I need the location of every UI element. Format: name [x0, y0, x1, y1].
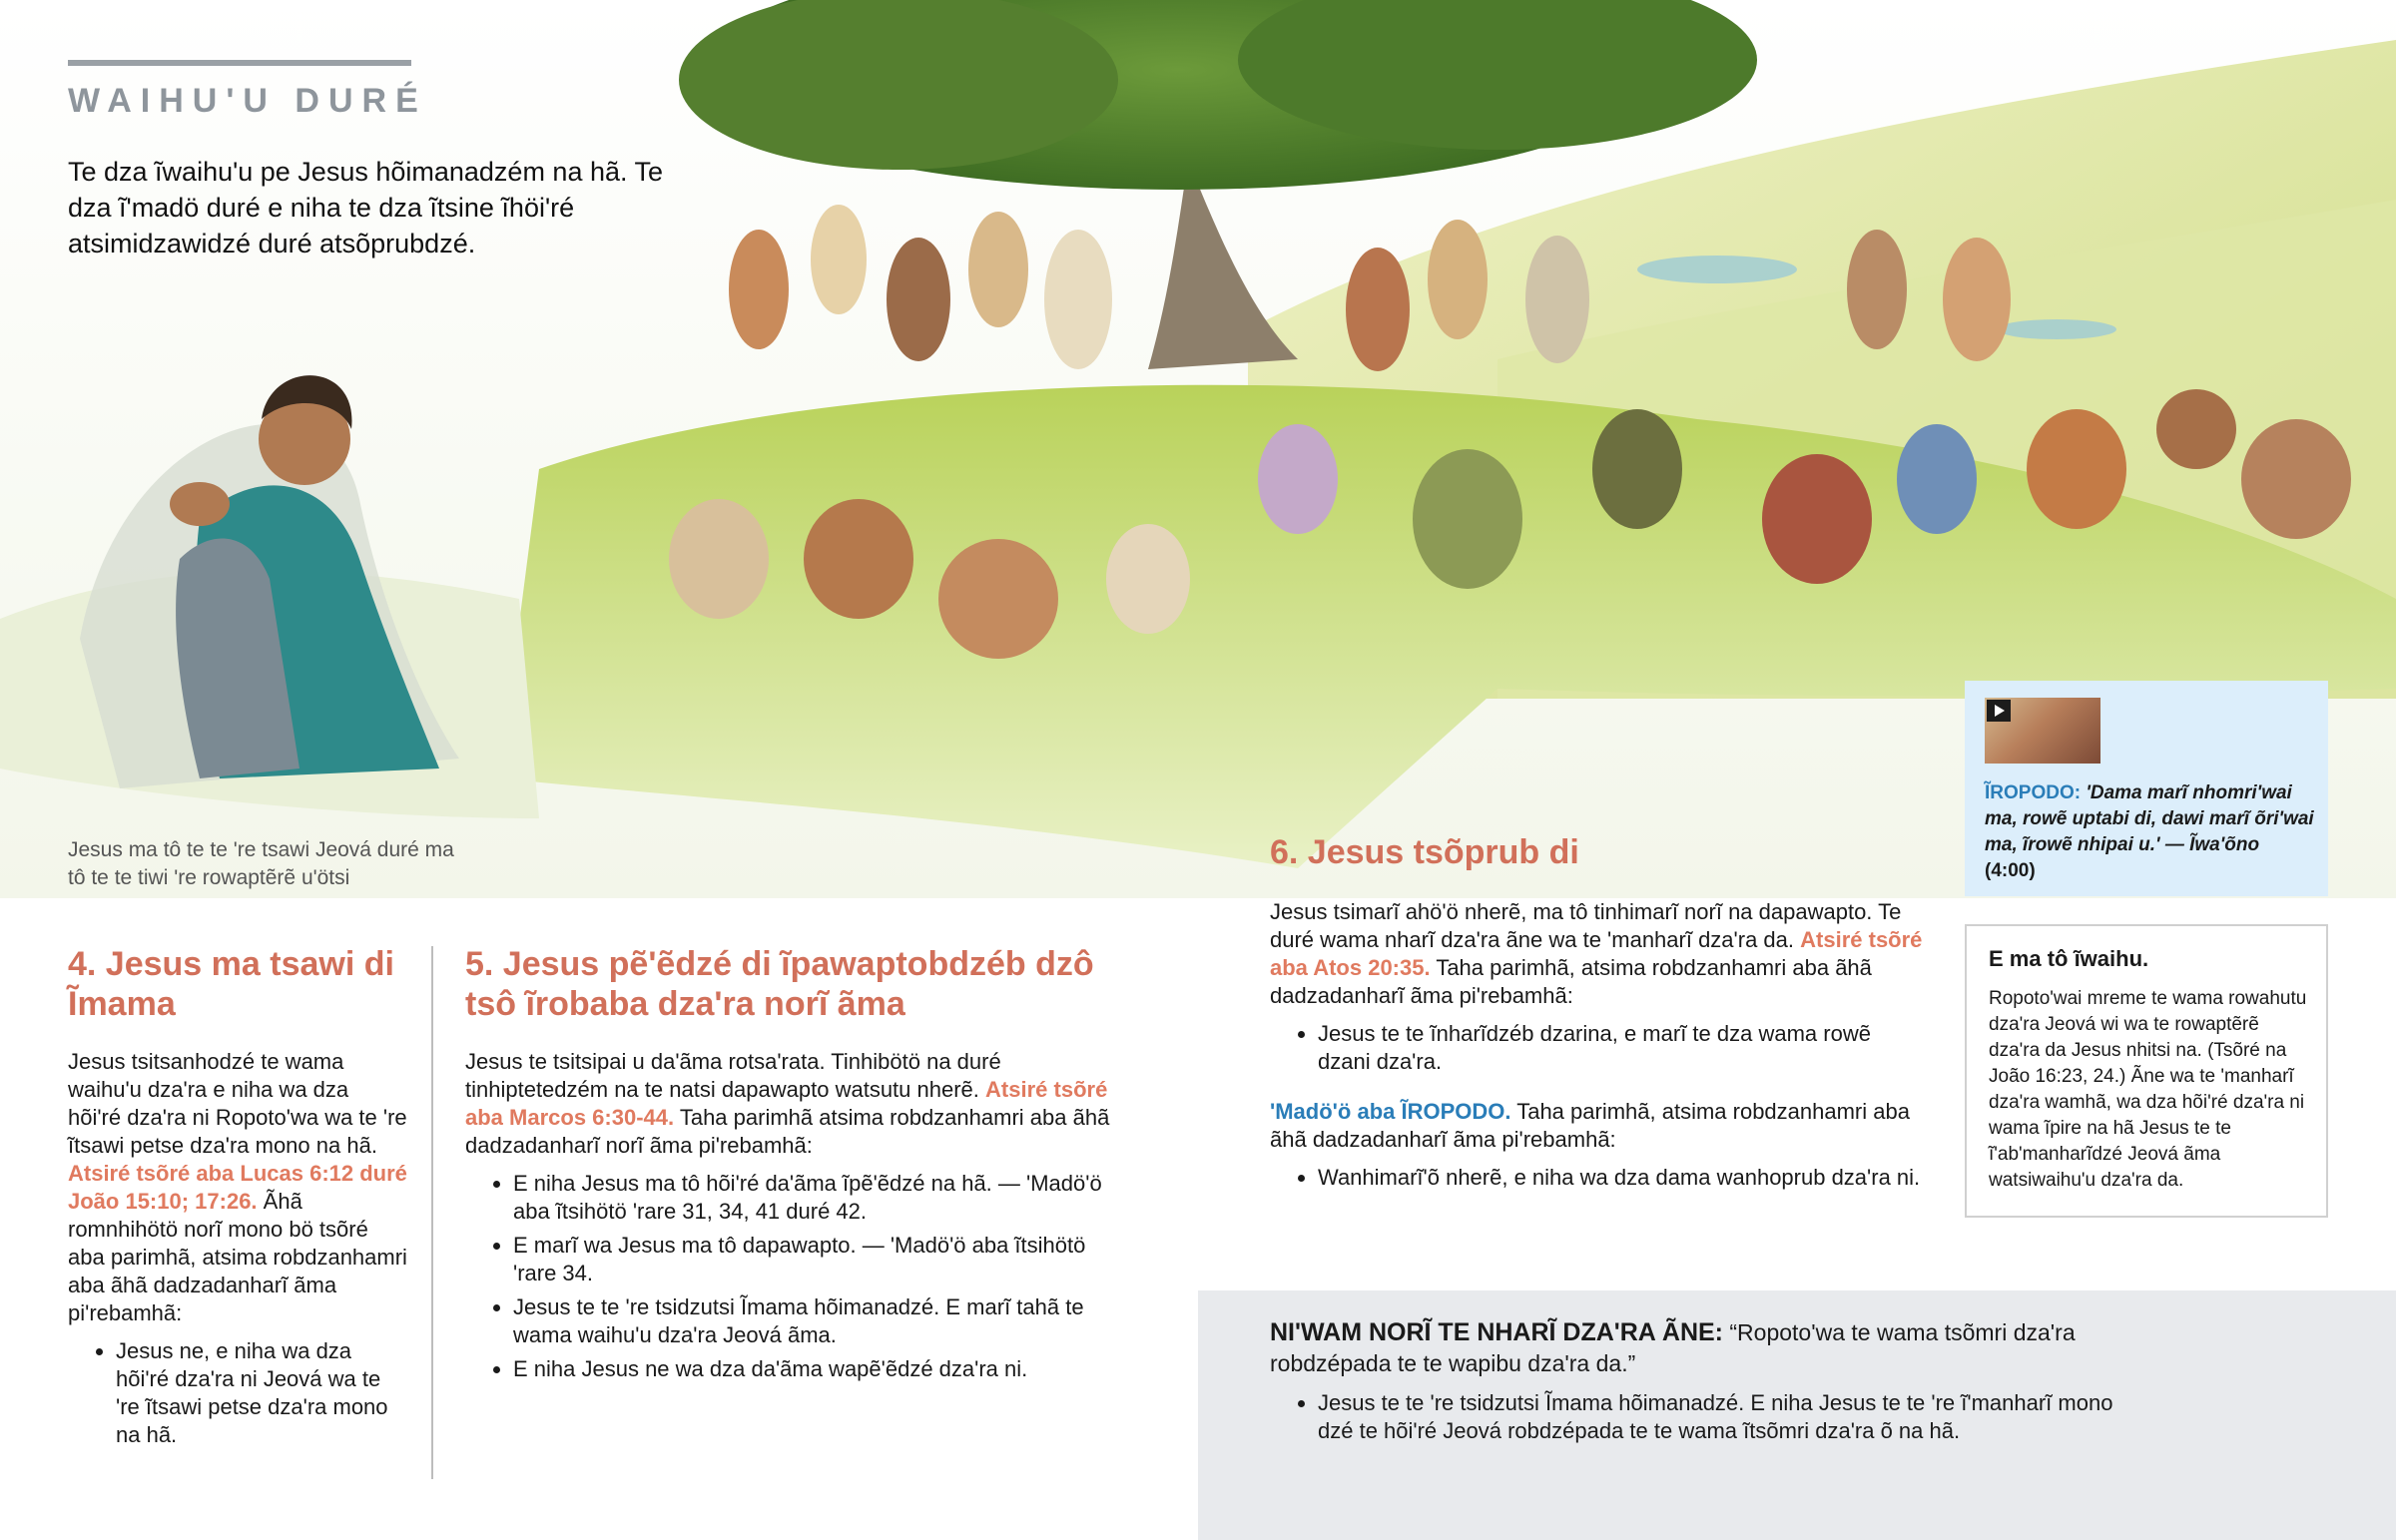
section-6 [1270, 832, 1929, 1198]
section-4-prompt: Ãhã romnhihötö norĩ mono bö tsõré aba parimhã, atsima robdzanhamri aba ãhã dadzadanharĩ ãma pi'rebamhã: [68, 1189, 407, 1325]
section-6-scripture-link[interactable]: Atsiré tsõré aba Atos 20:35. [1270, 927, 1923, 980]
section-5-prompt: Taha parimhã atsima robdzanhamri aba ãhã dadzadanharĩ norĩ ãma pi'rebamhã: [465, 1105, 1110, 1158]
intro-text: Te dza ĩwaihu'u pe Jesus hõimanadzém na hã. Te dza ĩ'madö duré e niha te dza ĩtsine ĩhöi'ré atsimidzawidzé duré atsõprubdzé. [68, 157, 664, 258]
list-item: • Jesus te te 're tsidzutsi Ĩmama hõimanadzé. E niha Jesus te te 're ĩ'manharĩ mono dzé te hõi'ré Jeová robdzépada te te wama ĩtsõmri dza'ra õ na hã. [1318, 1389, 2118, 1445]
section-5-heading: 5. Jesus pẽ'ẽdzé di ĩpawaptobdzéb dzô tsô ĩrobaba dza'ra norĩ ãma [465, 945, 1094, 1023]
section-6-video-prompt: Taha parimhã, atsima robdzanhamri aba ãhã dadzadanharĩ ãma pi'rebamhã: [1270, 1099, 1910, 1152]
section-5-text: Jesus te tsitsipai u da'ãma rotsa'rata. Tinhibötö na duré tinhiptetedzém na te natsi dapawapto watsutu nherẽ. [465, 1049, 1001, 1102]
objection-quote: “Ropoto'wa te wama tsõmri dza'ra robdzépada te te wapibu dza'ra da.” [1270, 1319, 2076, 1376]
play-icon[interactable] [1987, 700, 2011, 722]
section-4-questions [68, 1337, 407, 1449]
section-6-heading: 6. Jesus tsõprub di [1270, 833, 1579, 871]
section-title: WAIHU'U DURÉ [68, 82, 427, 120]
section-6-video-questions [1270, 1164, 1929, 1192]
video-description [1985, 780, 2314, 884]
list-item: • E niha Jesus ne wa dza da'ãma wapẽ'ẽdzé dza'ra ni. [513, 1355, 1124, 1383]
video-duration: (4:00) [1985, 860, 2036, 881]
section-6-text: Jesus tsimarĩ ahö'ö nherẽ, ma tô tinhimarĩ norĩ na dapawapto. Te duré wama nharĩ dza'ra ãne wa te 'manharĩ dza'ra da. [1270, 899, 1902, 952]
section-4-text: Jesus tsitsanhodzé te wama waihu'u dza'ra e niha wa dza hõi'ré dza'ra ni Ropoto'wa wa te 're ĩtsawi petse dza'ra mono na hã. [68, 1049, 407, 1158]
section-5-questions [465, 1170, 1124, 1383]
list-item: • Jesus te te ĩnharĩdzéb dzarina, e marĩ te dza wama rowẽ dzani dza'ra. [1318, 1020, 1929, 1076]
sidebar-text: Ropoto'wai mreme te wama rowahutu dza'ra Jeová wi wa te rowaptẽrẽ dza'ra da Jesus nhitsi na. (Tsõré na João 16:23, 24.) Ãne wa te 'manharĩ dza'ra wamhã, wa dza hõi'ré dza'ra ni wama ĩpire na hã Jesus te te ĩ'ab'manharĩdzé Jeová ãma watsiwaihu'u dza'ra da. [1989, 988, 2307, 1191]
section-5-scripture-link[interactable]: Atsiré tsõré aba Marcos 6:30-44. [465, 1077, 1108, 1130]
section-6-questions [1270, 1020, 1929, 1076]
list-item: • Wanhimarĩ'õ nherẽ, e niha wa dza dama wanhoprub dza'ra ni. [1318, 1164, 1929, 1192]
objection-lead [1270, 1317, 2118, 1379]
section-5 [465, 944, 1124, 1389]
video-title[interactable]: 'Dama marĩ nhomri'wai ma, rowẽ uptabi di, dawi marĩ õri'wai ma, ĩrowẽ nhipai u.' — Ĩwa'õno [1985, 782, 2314, 855]
column-divider [431, 946, 433, 1479]
list-item: • E marĩ wa Jesus ma tô dapawapto. — 'Madö'ö aba ĩtsihötö 'rare 34. [513, 1232, 1124, 1287]
list-item: • Jesus ne, e niha wa dza hõi'ré dza'ra ni Jeová wa te 're ĩtsawi petse dza'ra mono na hã. [116, 1337, 407, 1449]
list-item: • Jesus te te 're tsidzutsi Ĩmama hõimanadzé. E marĩ tahã te wama waihu'u dza'ra Jeová ãma. [513, 1293, 1124, 1349]
did-you-know-box [1965, 924, 2328, 1218]
section-4 [68, 944, 407, 1455]
header-rule [68, 60, 411, 66]
watch-video-link[interactable]: 'Madö'ö aba ĨROPODO. [1270, 1099, 1511, 1124]
video-label: ĨROPODO: [1985, 782, 2082, 803]
section-4-heading: 4. Jesus ma tsawi di Ĩmama [68, 945, 394, 1023]
video-thumbnail[interactable] [1985, 698, 2100, 764]
list-item: • E niha Jesus ma tô hõi'ré da'ãma ĩpẽ'ẽdzé na hã. — 'Madö'ö aba ĩtsihötö 'rare 31, 34, 41 duré 42. [513, 1170, 1124, 1226]
sidebar-title: E ma tô ĩwaihu. [1989, 946, 2149, 971]
section-6-prompt: Taha parimhã, atsima robdzanhamri aba ãhã dadzadanharĩ ãma pi'rebamhã: [1270, 955, 1872, 1008]
section-6-video-para [1270, 1098, 1929, 1154]
section-5-body [465, 1048, 1124, 1160]
section-6-body [1270, 898, 1929, 1010]
objection-label: NI'WAM NORĨ TE NHARĨ DZA'RA ÃNE: [1270, 1318, 1723, 1346]
objection-section [1270, 1317, 2118, 1451]
section-4-scripture-link[interactable]: Atsiré tsõré aba Lucas 6:12 duré João 15:10; 17:26. [68, 1161, 407, 1214]
video-box[interactable] [1965, 681, 2328, 896]
objection-questions [1270, 1389, 2118, 1445]
illustration-caption: Jesus ma tô te te 're tsawi Jeová duré ma tô te te tiwi 're rowaptẽrẽ u'ötsi [68, 838, 454, 889]
section-4-body [68, 1048, 407, 1327]
